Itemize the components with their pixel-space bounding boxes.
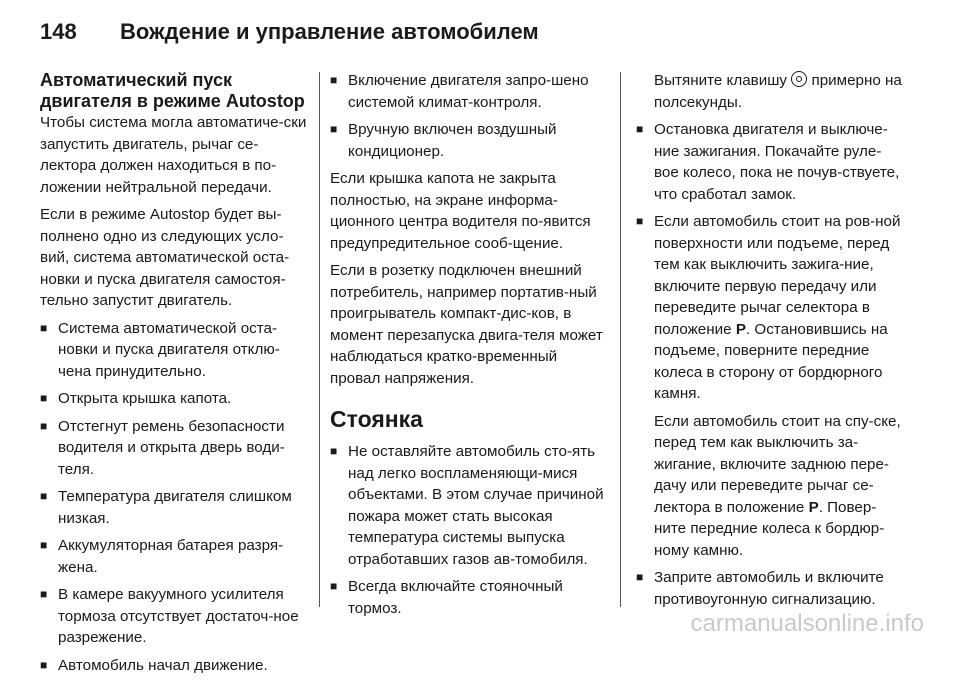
bullet-list — [636, 119, 906, 405]
bullet-icon: ■ — [330, 444, 338, 458]
paragraph: Если в режиме Autostop будет вы-полнено одно из следующих усло-вий, система автоматической оста-новки и пуска двигателя самостоя-тельно запустит двигатель. — [40, 206, 290, 309]
bullet-icon: ■ — [636, 122, 644, 136]
paragraph: Вытяните клавишу примерно на полсекунды. — [654, 72, 902, 111]
bullet-icon: ■ — [40, 391, 48, 405]
bullet-icon: ■ — [636, 214, 644, 228]
list-item: ■ Остановка двигателя и выключе-ние зажигания. Покачайте руле-вое колесо, пока не почув-ствуете, что сработал замок. — [636, 121, 900, 203]
list-item: ■ Открыта крышка капота. — [40, 388, 308, 410]
paragraph: Чтобы система могла автоматиче-ски запустить двигатель, рычаг се-лектора должен находиться в по-ложении нейтральной передачи. — [40, 114, 307, 196]
bullet-icon: ■ — [40, 418, 48, 433]
column-3 — [636, 70, 906, 616]
bullet-icon: ■ — [636, 570, 644, 584]
list-item: ■ Заприте автомобиль и включите противоугонную сигнализацию. — [636, 569, 884, 608]
list-item: ■ Всегда включайте стояночный тормоз. — [330, 578, 563, 617]
bullet-list — [330, 441, 605, 619]
paragraph: Если автомобиль стоит на спу-ске, перед тем как выключить за-жигание, включите заднюю пере-дачу или переведите рычаг се-лектора в положение P. Повер-ните передние колеса к бордюр-ному камню. — [654, 412, 901, 559]
page-title: Вождение и управление автомобилем — [120, 19, 539, 44]
paragraph: Если в розетку подключен внешний потребитель, например портатив-ный проигрыватель компакт-дис-ков, в момент перезапуска двига-теля может наблюдаться кратко-временный провал напряжения. — [330, 262, 603, 387]
bullet-list — [636, 567, 906, 610]
bullet-icon: ■ — [330, 579, 338, 593]
watermark: carmanualsonline.info — [690, 610, 924, 637]
paragraph: Если крышка капота не закрыта полностью, на экране информа-ционного центра водителя по-явится предупредительное сооб-щение. — [330, 170, 591, 252]
column-divider — [620, 72, 621, 607]
bullet-icon: ■ — [40, 489, 48, 503]
parking-brake-icon — [791, 71, 807, 87]
bullet-icon: ■ — [330, 73, 338, 87]
list-item: ■ Система автоматической оста-новки и пуска двигателя отклю-чена принудительно. — [40, 319, 280, 380]
list-item: ■ Вручную включен воздушный кондиционер. — [330, 121, 557, 160]
list-item: ■ Включение двигателя запро-шено системой климат-контроля. — [330, 72, 589, 111]
column-1 — [40, 70, 308, 682]
list-item: ■ Температура двигателя слишком низкая. — [40, 488, 292, 527]
list-item: ■ Аккумуляторная батарея разря-жена. — [40, 537, 284, 576]
list-item: ■ Отстегнут ремень безопасности водителя и открыта дверь води-теля. — [40, 417, 285, 478]
page-number: 148 — [40, 19, 77, 44]
bullet-icon: ■ — [40, 538, 48, 552]
bullet-icon: ■ — [40, 657, 48, 672]
bullet-list — [330, 70, 605, 162]
page-header — [40, 12, 539, 52]
gear-position: P — [735, 320, 746, 338]
gear-position: P — [808, 498, 819, 516]
list-item: ■ Автомобиль начал движение. — [40, 655, 308, 677]
bullet-icon: ■ — [330, 122, 338, 136]
bullet-icon: ■ — [40, 587, 48, 601]
column-divider — [319, 72, 320, 607]
bullet-icon: ■ — [40, 320, 48, 335]
list-item: ■ Если автомобиль стоит на ров-ной поверхности или подъеме, перед тем как выключить зажига-ние, включите первую передачу или переведите рычаг селектора в положение P. Остановившись на подъеме, поверните передние колеса в сторону от бордюрного камня. — [636, 213, 901, 402]
bullet-list — [40, 318, 308, 677]
section-heading-autostop: Автоматический пуск двигателя в режиме Autostop — [40, 70, 305, 111]
section-heading-parking: Стоянка — [330, 406, 423, 432]
list-item: ■ В камере вакуумного усилителя тормоза отсутствует достаточ-ное разрежение. — [40, 586, 299, 646]
list-item: ■ Не оставляйте автомобиль сто-ять над легко воспламеняющи-мися объектами. В этом случае причиной пожара может стать высокая температура системы выпуска отработавших газов ав-томобиля. — [330, 443, 604, 568]
column-2 — [330, 70, 605, 625]
